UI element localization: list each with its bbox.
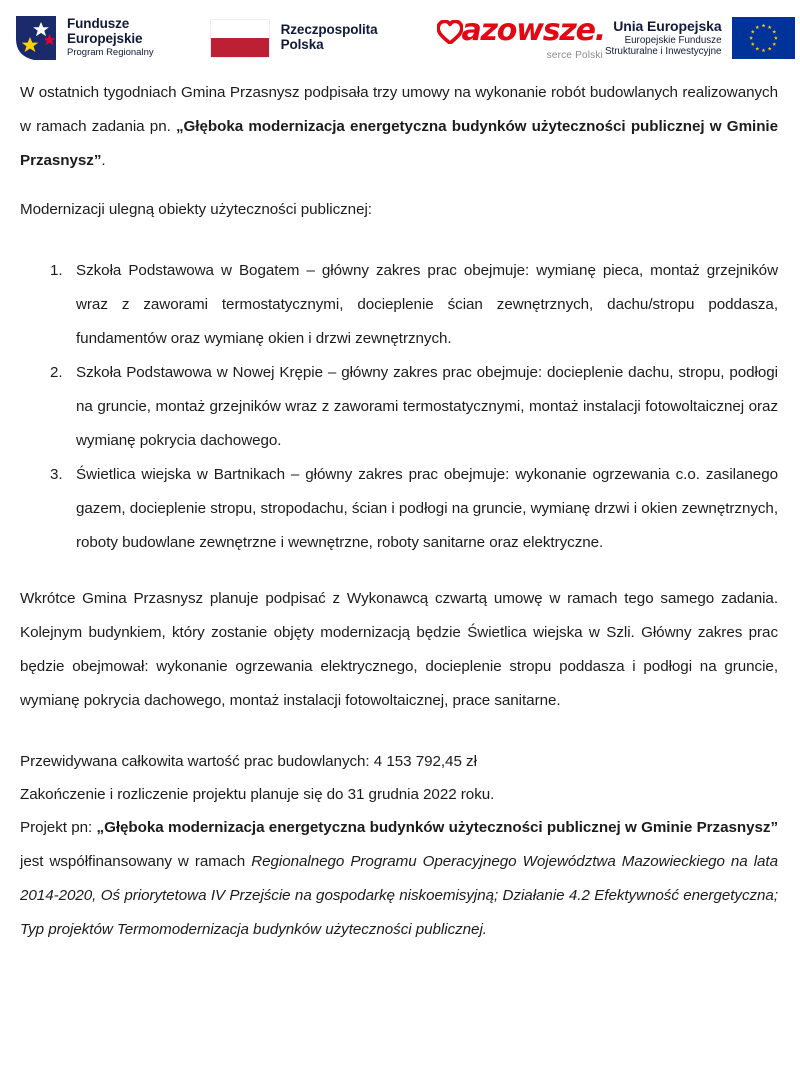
mazowsze-tagline: serce Polski [546,49,603,61]
funding-quote-open: „ [96,819,105,836]
list-intro-paragraph: Modernizacji ulegną obiekty użyteczności publicznej: [20,201,372,218]
eu-funding-logo-strip [0,0,800,76]
completion-date-line: Zakończenie i rozliczenie projektu planuje się do 31 grudnia 2022 roku. [20,786,495,803]
intro-quote-close: ” [93,152,102,169]
unia-europejska-text [605,18,722,58]
intro-quote-open: „ [176,118,184,135]
european-union-flag-icon [732,17,795,59]
spacer-before-list [20,242,778,254]
funding-paragraph [20,811,778,947]
intro-lead: W ostatnich tygodniach Gmina Przasnysz podpisała trzy umowy na wykonanie robót budowlanych realizowanych w ramach zadania pn. [20,84,778,135]
mazowsze-word-text: azowsze. [461,12,605,48]
rp-line-2: Polska [280,37,324,52]
funding-mid: jest współfinansowany w ramach [20,853,252,870]
fundusze-europejskie-text [67,17,154,58]
total-value-line: Przewidywana całkowita wartość prac budowlanych: 4 153 792,45 zł [20,753,477,770]
intro-project-title: Głęboka modernizacja energetyczna budynków użyteczności publicznej w Gminie Przasnysz [20,118,778,169]
list-item: Szkoła Podstawowa w Nowej Krępie – główny zakres prac obejmuje: docieplenie dachu, stropu, podłogi na gruncie, montaż grzejników wraz z zaworami termostatycznymi, montaż instalacji fotowoltaicznej oraz wymianę pokrycia dachowego. [76,364,778,449]
funding-quote-close: ” [770,819,778,836]
logo-unia-europejska [605,13,795,63]
polish-flag-icon [211,20,269,57]
intro-period: . [101,152,106,169]
mazowsze-heart-m-icon [437,20,463,44]
document-body [0,76,800,947]
ue-line-3: Strukturalne i Inwestycyjne [604,46,722,58]
list-item: Świetlica wiejska w Bartnikach – główny zakres prac obejmuje: wykonanie ogrzewania c.o. zasilanego gazem, docieplenie stropu, stropodachu, ścian i podłogi na gruncie, wymianę drzwi i okien zewnętrznych, roboty budowlane zewnętrzne i wewnętrzne, roboty sanitarne oraz elektryczne. [76,466,778,551]
rp-line-1: Rzeczpospolita [280,22,378,38]
mazowsze-wordmark [437,12,605,48]
rzeczpospolita-polska-text [281,23,378,53]
fe-line-3: Program Regionalny [67,47,154,59]
spacer-before-value [20,733,778,745]
list-item: Szkoła Podstawowa w Bogatem – główny zakres prac obejmuje: wymianę pieca, montaż grzejników wraz z zaworami termostatycznymi, docieplenie ścian zewnętrznych, dachu/stropu poddasza, fundamentów oraz wymianę okien i drzwi zewnętrznych. [76,262,778,347]
intro-paragraph [20,76,778,178]
fe-line-1: Fundusze [67,16,130,32]
funding-program-italic: Regionalnego Programu Operacyjnego Województwa Mazowieckiego na lata 2014-2020, Oś priorytetowa IV Przejście na gospodarkę niskoemisyjną; Działanie 4.2 Efektywność energetyczna; Typ projektów Termomodernizacja budynków użyteczności publicznej. [20,853,778,938]
logo-rzeczpospolita-polska [211,13,378,63]
logo-mazowsze [437,12,605,64]
fundusze-europejskie-mark-icon [14,15,58,61]
fe-line-2: Europejskie [67,30,143,46]
spacer-after-list [20,560,778,582]
funding-project-title: Głęboka modernizacja energetyczna budynków użyteczności publicznej w Gminie Przasnysz [104,819,771,836]
funding-prefix: Projekt pn: [20,819,97,836]
ue-line-1: Unia Europejska [613,18,722,35]
ue-line-2: Europejskie Fundusze [624,34,722,46]
logo-fundusze-europejskie [14,13,154,63]
modernization-objects-list [20,254,778,560]
fourth-contract-paragraph: Wkrótce Gmina Przasnysz planuje podpisać z Wykonawcą czwartą umowę w ramach tego samego zadania. Kolejnym budynkiem, który zostanie objęty modernizacją będzie Świetlica wiejska w Szli. Główny zakres prac będzie obejmował: wykonanie ogrzewania elektrycznego, docieplenie stropu poddasza i podłogi na gruncie, wymianę pokrycia dachowego, montaż instalacji fotowoltaicznej, prace sanitarne. [20,590,778,709]
